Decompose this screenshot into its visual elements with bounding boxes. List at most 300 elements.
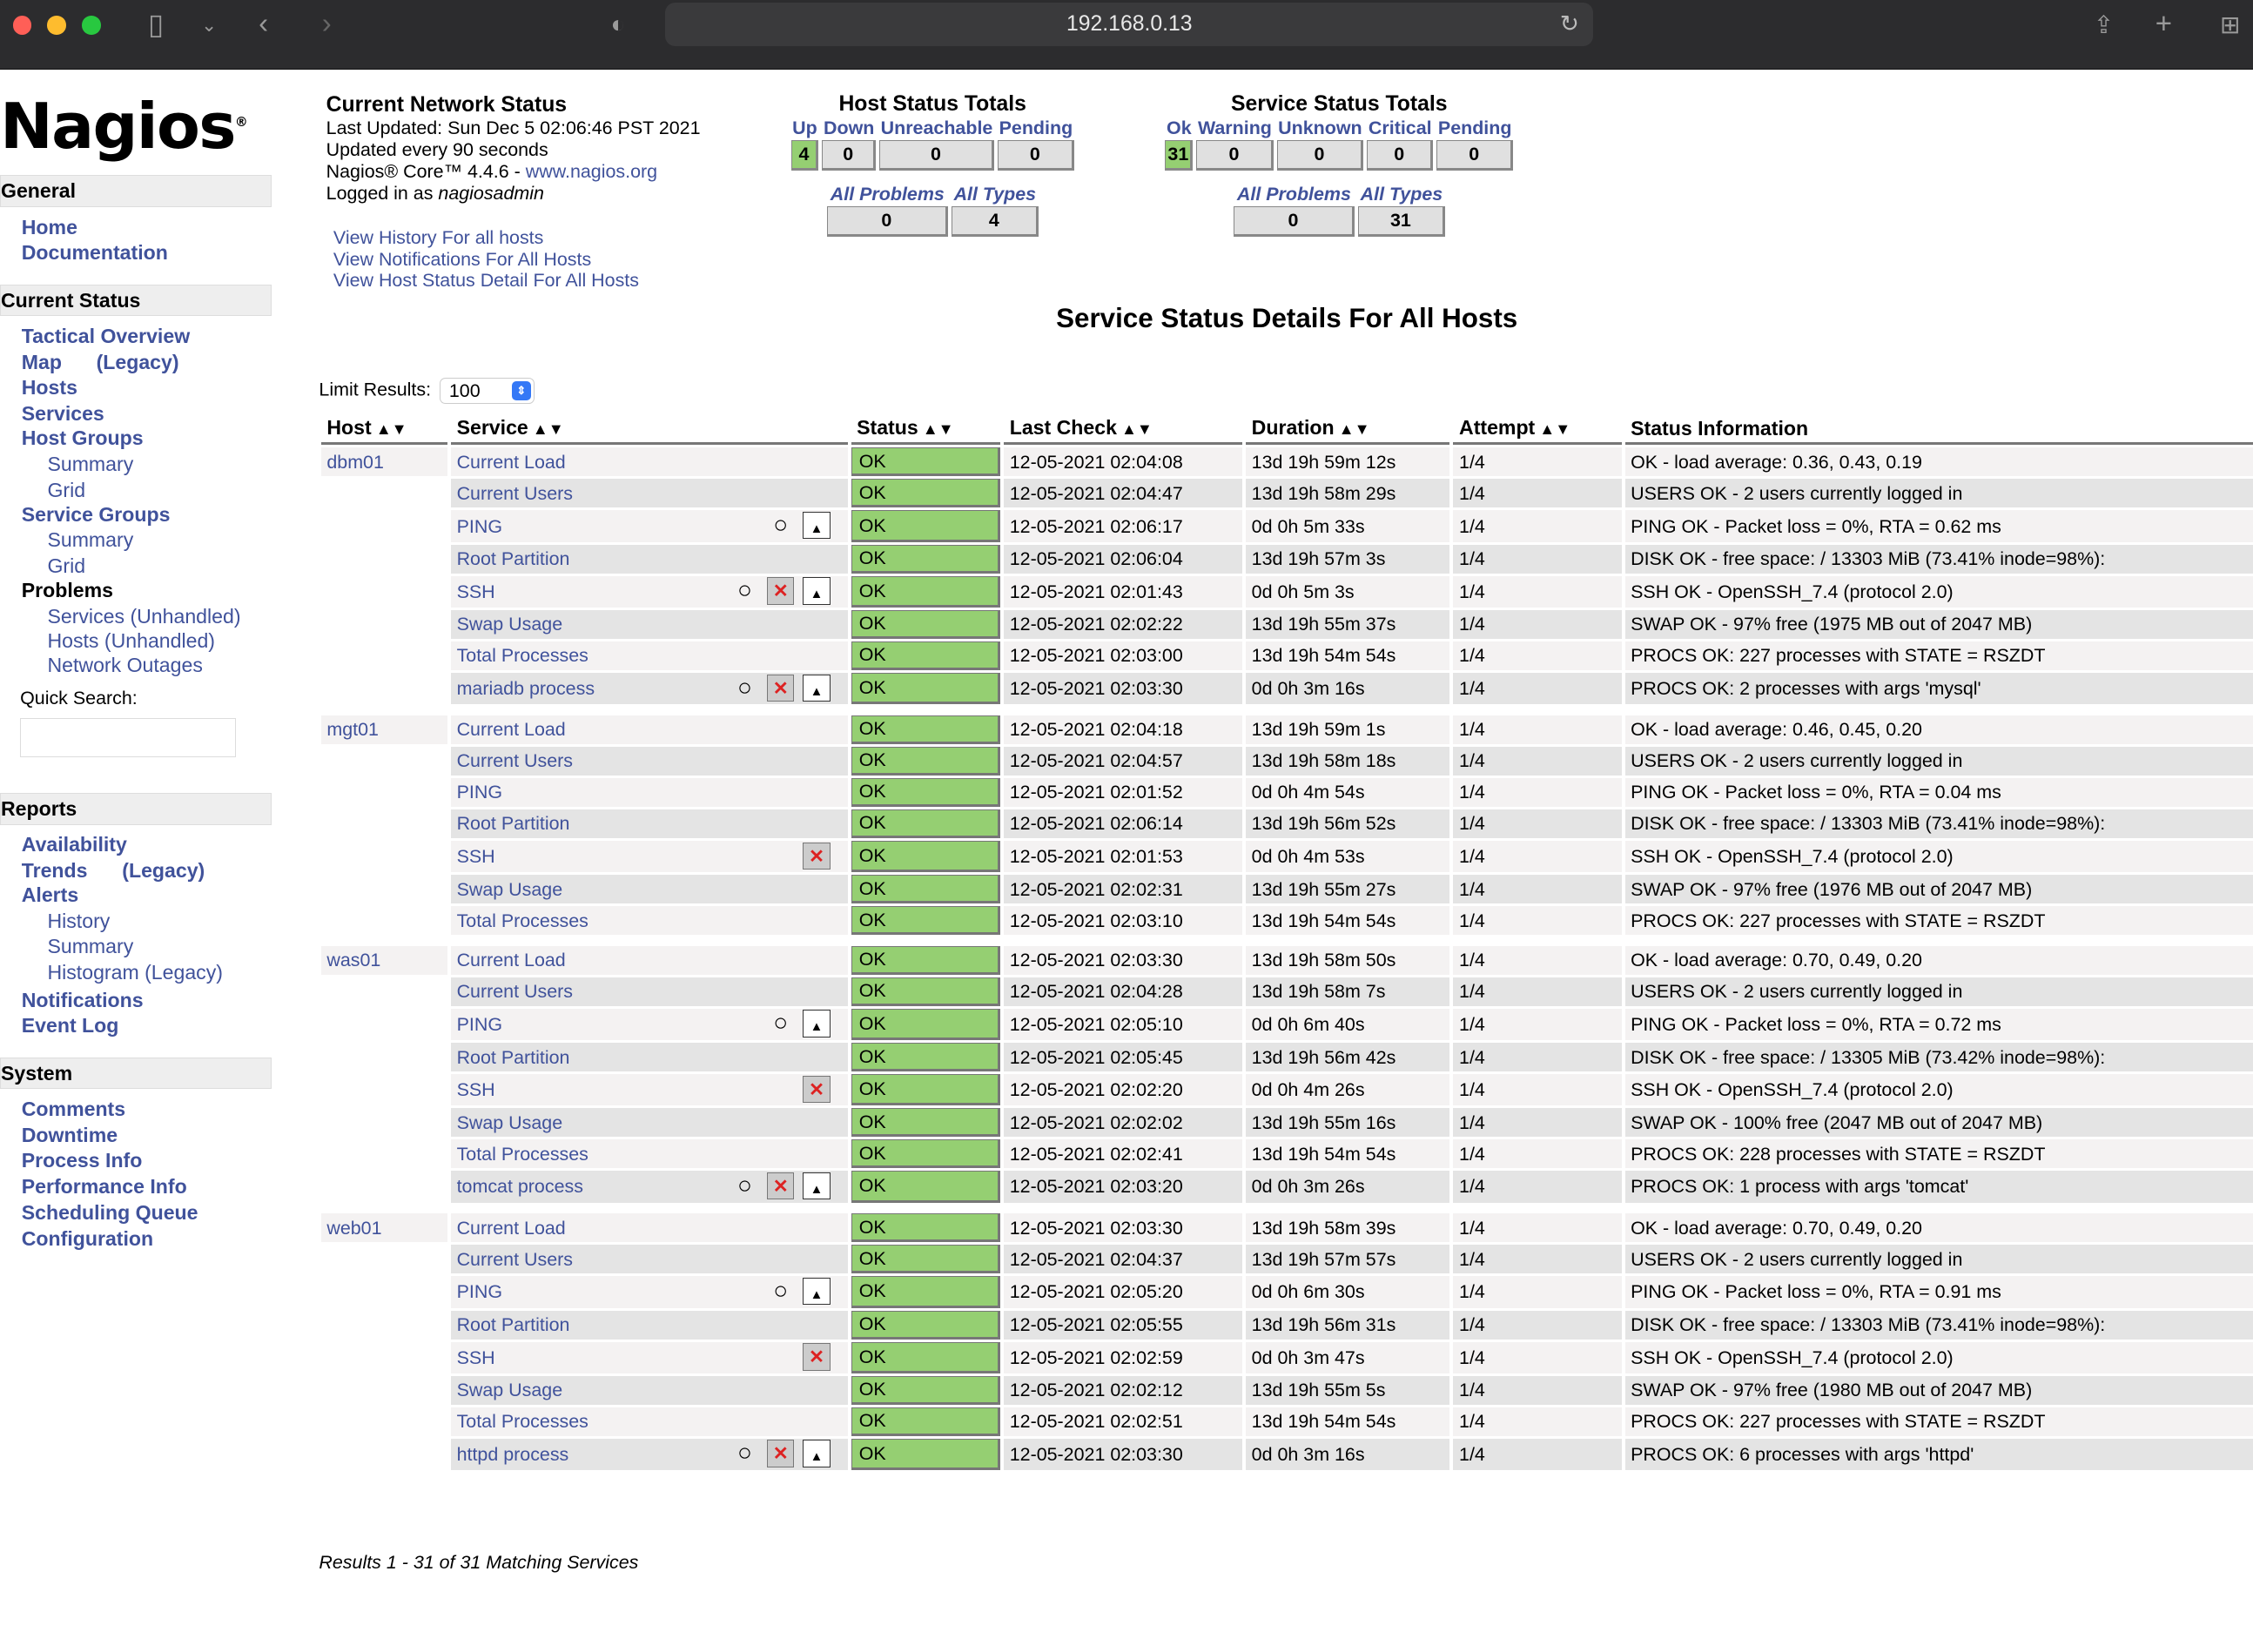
sidebar-toggle-icon[interactable]: ▯	[148, 8, 165, 41]
sidebar-item-alert-histogram[interactable]: Histogram (Legacy)	[47, 961, 223, 984]
service-link[interactable]: Swap Usage	[456, 1380, 563, 1401]
host-pending-label[interactable]: Pending	[999, 117, 1073, 138]
comment-icon[interactable]: ○	[737, 1439, 752, 1467]
duration: 13d 19h 56m 31s	[1246, 1311, 1449, 1340]
table-row	[321, 1171, 2253, 1202]
table-row	[321, 1342, 2253, 1373]
status-badge: OK	[851, 1245, 1001, 1273]
reload-icon[interactable]: ↻	[1559, 10, 1579, 37]
version: Nagios® Core™ 4.4.6 -	[326, 160, 526, 182]
service-link[interactable]: Current Load	[456, 1217, 566, 1239]
performance-graph-icon[interactable]: ▲	[803, 577, 830, 604]
comment-icon[interactable]: ○	[773, 1276, 789, 1304]
last-check: 12-05-2021 02:02:51	[1004, 1407, 1242, 1436]
service-all-problems-label[interactable]: All Problems	[1236, 184, 1351, 205]
status-information: SWAP OK - 100% free (2047 MB out of 2047 MB)	[1625, 1108, 2253, 1137]
notifications-disabled-icon[interactable]: ✕	[767, 1440, 794, 1467]
column-label: Attempt	[1459, 415, 1536, 439]
host-cell	[321, 1171, 447, 1202]
host-cell	[321, 747, 447, 776]
attempt: 1/4	[1453, 610, 1621, 639]
comment-icon[interactable]: ○	[737, 576, 752, 604]
service-cell	[451, 610, 848, 639]
host-link[interactable]: mgt01	[326, 719, 379, 741]
notifications-disabled-icon[interactable]: ✕	[803, 843, 830, 870]
last-check: 12-05-2021 02:04:18	[1004, 715, 1242, 744]
duration: 13d 19h 54m 54s	[1246, 906, 1449, 935]
column-label: Duration	[1251, 415, 1335, 439]
sort-arrows-icon[interactable]: ▲▼	[918, 420, 954, 438]
duration: 0d 0h 4m 53s	[1246, 841, 1449, 872]
host-cell	[321, 1439, 447, 1470]
status-badge: OK	[851, 1009, 1001, 1040]
service-link[interactable]: SSH	[456, 1079, 495, 1101]
select-arrows-icon: ⇕	[512, 381, 530, 400]
attempt: 1/4	[1453, 1043, 1621, 1071]
minimize-window-button[interactable]	[47, 16, 65, 34]
status-information: USERS OK - 2 users currently logged in	[1625, 1245, 2253, 1273]
host-cell	[321, 1074, 447, 1105]
duration: 13d 19h 54m 54s	[1246, 641, 1449, 670]
status-badge: OK	[851, 841, 1001, 872]
performance-graph-icon[interactable]: ▲	[803, 1278, 830, 1305]
service-icons	[731, 1440, 831, 1467]
nagios-logo[interactable]: Nagios®	[0, 91, 247, 165]
share-icon[interactable]: ⇪	[2093, 10, 2115, 38]
duration: 13d 19h 54m 54s	[1246, 1139, 1449, 1168]
host-unreachable-label[interactable]: Unreachable	[880, 117, 993, 138]
service-link[interactable]: Current Load	[456, 719, 566, 741]
attempt: 1/4	[1453, 641, 1621, 670]
service-cell	[451, 545, 848, 574]
status-information: SSH OK - OpenSSH_7.4 (protocol 2.0)	[1625, 576, 2253, 608]
notifications-disabled-icon[interactable]: ✕	[767, 577, 794, 604]
sidebar-item-problem-services-unhandled[interactable]: (Unhandled)	[130, 604, 241, 628]
last-check: 12-05-2021 02:03:20	[1004, 1171, 1242, 1202]
service-cell	[451, 447, 848, 476]
sidebar-item-home[interactable]: Home	[21, 215, 77, 238]
sidebar-item-hostgroup-summary[interactable]: Summary	[47, 452, 134, 475]
service-link[interactable]: Current Load	[456, 451, 566, 473]
duration: 13d 19h 56m 42s	[1246, 1043, 1449, 1071]
service-warning-count: 0	[1196, 140, 1273, 171]
status-information: USERS OK - 2 users currently logged in	[1625, 479, 2253, 507]
service-link[interactable]: Root Partition	[456, 813, 570, 835]
last-check: 12-05-2021 02:05:55	[1004, 1311, 1242, 1340]
quick-search-label: Quick Search:	[20, 687, 138, 708]
page-title: Service Status Details For All Hosts	[1056, 303, 1518, 334]
browser-toolbar	[0, 0, 2253, 70]
host-all-types-count: 4	[952, 206, 1039, 237]
service-link[interactable]: Total Processes	[456, 1411, 588, 1433]
status-information: SSH OK - OpenSSH_7.4 (protocol 2.0)	[1625, 1342, 2253, 1373]
service-link[interactable]: Current Load	[456, 950, 566, 971]
service-link[interactable]: Current Users	[456, 482, 573, 504]
sidebar-item-map-legacy[interactable]: (Legacy)	[96, 350, 179, 373]
last-check: 12-05-2021 02:04:47	[1004, 479, 1242, 507]
service-cell	[451, 841, 848, 872]
last-check: 12-05-2021 02:03:30	[1004, 673, 1242, 704]
host-cell	[321, 977, 447, 1006]
duration: 13d 19h 56m 52s	[1246, 809, 1449, 838]
service-link[interactable]: Root Partition	[456, 548, 570, 570]
table-row	[321, 1213, 2253, 1242]
column-label: Service	[456, 415, 528, 439]
service-status-totals	[1144, 92, 1535, 238]
service-ok-label[interactable]: Ok	[1167, 117, 1192, 138]
service-link[interactable]: Swap Usage	[456, 878, 563, 900]
table-row	[321, 809, 2253, 838]
host-cell	[321, 809, 447, 838]
last-check: 12-05-2021 02:01:53	[1004, 841, 1242, 872]
service-critical-label[interactable]: Critical	[1368, 117, 1432, 138]
status-information: PROCS OK: 6 processes with args 'httpd'	[1625, 1439, 2253, 1470]
service-all-types-label[interactable]: All Types	[1360, 184, 1443, 205]
host-cell	[321, 906, 447, 935]
attempt: 1/4	[1453, 673, 1621, 704]
sidebar-item-availability[interactable]: Availability	[21, 833, 127, 856]
view-host-status-link[interactable]: View Host Status Detail For All Hosts	[333, 270, 639, 292]
service-cell	[451, 1276, 848, 1307]
service-link[interactable]: Total Processes	[456, 1143, 588, 1165]
last-check: 12-05-2021 02:06:17	[1004, 510, 1242, 541]
last-check: 12-05-2021 02:02:31	[1004, 875, 1242, 903]
notifications-disabled-icon[interactable]: ✕	[803, 1343, 830, 1370]
host-all-types-label[interactable]: All Types	[953, 184, 1037, 205]
host-cell	[321, 610, 447, 639]
performance-graph-icon[interactable]: ▲	[803, 1440, 830, 1467]
last-check: 12-05-2021 02:06:14	[1004, 809, 1242, 838]
limit-results	[319, 378, 534, 404]
last-check: 12-05-2021 02:04:08	[1004, 447, 1242, 476]
service-link[interactable]: Swap Usage	[456, 614, 563, 635]
service-link[interactable]: PING	[456, 782, 502, 803]
sidebar-item-servicegroup-grid[interactable]: Grid	[47, 554, 86, 578]
column-header-host	[321, 415, 447, 446]
shield-icon[interactable]: ◐	[610, 10, 626, 37]
service-pending-label[interactable]: Pending	[1437, 117, 1512, 138]
status-badge: OK	[851, 1108, 1001, 1137]
duration: 0d 0h 5m 33s	[1246, 510, 1449, 541]
table-row	[321, 906, 2253, 935]
view-history-link[interactable]: View History For all hosts	[333, 226, 544, 248]
sidebar-item-tactical-overview[interactable]: Tactical Overview	[21, 325, 191, 347]
section-reports: Reports	[0, 793, 272, 825]
host-link[interactable]: was01	[326, 950, 381, 971]
status-badge: OK	[851, 1213, 1001, 1242]
host-cell	[321, 576, 447, 608]
notifications-disabled-icon[interactable]: ✕	[767, 1172, 794, 1199]
service-status-table	[318, 413, 2253, 1473]
host-up-label[interactable]: Up	[792, 117, 817, 138]
status-badge: OK	[851, 1407, 1001, 1436]
sidebar-item-host-groups[interactable]: Host Groups	[21, 426, 144, 450]
host-cell	[321, 841, 447, 872]
duration: 13d 19h 55m 5s	[1246, 1376, 1449, 1405]
service-cell	[451, 1043, 848, 1071]
sort-arrows-icon[interactable]: ▲▼	[528, 420, 564, 438]
status-information: PING OK - Packet loss = 0%, RTA = 0.91 ms	[1625, 1276, 2253, 1307]
table-row	[321, 946, 2253, 975]
comment-icon[interactable]: ○	[773, 1009, 789, 1037]
service-link[interactable]: SSH	[456, 581, 495, 602]
service-critical-count: 0	[1367, 140, 1433, 171]
service-cell	[451, 1407, 848, 1436]
table-row	[321, 977, 2253, 1006]
host-cell	[321, 1276, 447, 1307]
duration: 13d 19h 58m 50s	[1246, 946, 1449, 975]
status-information: PROCS OK: 1 process with args 'tomcat'	[1625, 1171, 2253, 1202]
performance-graph-icon[interactable]: ▲	[803, 1010, 830, 1037]
sidebar-item-alerts[interactable]: Alerts	[21, 883, 79, 907]
attempt: 1/4	[1453, 1009, 1621, 1040]
service-cell	[451, 747, 848, 776]
service-link[interactable]: SSH	[456, 1346, 495, 1368]
service-icons	[803, 843, 830, 870]
table-row	[321, 1407, 2253, 1436]
status-badge: OK	[851, 778, 1001, 807]
attempt: 1/4	[1453, 809, 1621, 838]
sort-arrows-icon[interactable]: ▲▼	[1535, 420, 1571, 438]
table-row	[321, 778, 2253, 807]
last-check: 12-05-2021 02:02:12	[1004, 1376, 1242, 1405]
view-notifications-link[interactable]: View Notifications For All Hosts	[333, 248, 592, 270]
service-link[interactable]: mariadb process	[456, 678, 595, 700]
status-badge: OK	[851, 447, 1001, 476]
limit-label: Limit Results:	[319, 379, 432, 400]
service-cell	[451, 510, 848, 541]
network-status-info	[326, 92, 701, 205]
close-window-button[interactable]	[13, 16, 31, 34]
service-link[interactable]: Swap Usage	[456, 1111, 563, 1133]
view-links	[333, 227, 639, 292]
attempt: 1/4	[1453, 1213, 1621, 1242]
service-link[interactable]: Current Users	[456, 1248, 573, 1270]
duration: 13d 19h 55m 27s	[1246, 875, 1449, 903]
comment-icon[interactable]: ○	[773, 511, 789, 539]
service-link[interactable]: PING	[456, 515, 502, 537]
sidebar-item-hosts[interactable]: Hosts	[21, 376, 77, 400]
host-totals-title: Host Status Totals	[838, 91, 1026, 116]
comment-icon[interactable]: ○	[737, 1172, 752, 1199]
sidebar-item-configuration[interactable]: Configuration	[21, 1226, 154, 1250]
service-link[interactable]: Total Processes	[456, 910, 588, 931]
service-cell	[451, 1439, 848, 1470]
chevron-down-icon[interactable]: ⌄	[201, 14, 218, 36]
service-cell	[451, 1108, 848, 1137]
service-link[interactable]: Total Processes	[456, 645, 588, 667]
notifications-disabled-icon[interactable]: ✕	[767, 675, 794, 702]
table-row	[321, 875, 2253, 903]
host-down-label[interactable]: Down	[824, 117, 875, 138]
host-cell	[321, 1407, 447, 1436]
last-check: 12-05-2021 02:05:20	[1004, 1276, 1242, 1307]
sidebar-item-process-info[interactable]: Process Info	[21, 1149, 143, 1172]
sidebar-item-event-log[interactable]: Event Log	[21, 1014, 119, 1038]
host-link[interactable]: dbm01	[326, 451, 384, 473]
service-link[interactable]: PING	[456, 1281, 502, 1303]
host-cell	[321, 875, 447, 903]
sidebar-item-problem-services[interactable]: Services	[47, 604, 125, 628]
service-link[interactable]: PING	[456, 1013, 502, 1035]
performance-graph-icon[interactable]: ▲	[803, 512, 830, 539]
sort-arrows-icon[interactable]: ▲▼	[1334, 420, 1370, 438]
last-check: 12-05-2021 02:04:37	[1004, 1245, 1242, 1273]
host-all-problems-label[interactable]: All Problems	[830, 184, 945, 205]
duration: 0d 0h 5m 3s	[1246, 576, 1449, 608]
last-check: 12-05-2021 02:03:00	[1004, 641, 1242, 670]
new-tab-icon[interactable]: +	[2155, 7, 2173, 40]
sidebar-heading-problems: Problems	[21, 579, 113, 602]
sidebar-item-scheduling-queue[interactable]: Scheduling Queue	[21, 1200, 198, 1224]
service-cell	[451, 906, 848, 935]
username: nagiosadmin	[438, 182, 544, 204]
status-information: PROCS OK: 227 processes with STATE = RSZDT	[1625, 906, 2253, 935]
column-label: Status Information	[1631, 416, 1809, 440]
table-row	[321, 510, 2253, 541]
last-check: 12-05-2021 02:04:28	[1004, 977, 1242, 1006]
column-header-duration	[1246, 415, 1449, 446]
service-link[interactable]: Root Partition	[456, 1314, 570, 1336]
status-badge: OK	[851, 673, 1001, 704]
sidebar-item-service-groups[interactable]: Service Groups	[21, 502, 171, 526]
service-cell	[451, 1213, 848, 1242]
sidebar-item-downtime[interactable]: Downtime	[21, 1123, 118, 1146]
sidebar-item-performance-info[interactable]: Performance Info	[21, 1175, 187, 1199]
host-cell	[321, 778, 447, 807]
duration: 0d 0h 4m 26s	[1246, 1074, 1449, 1105]
host-cell	[321, 1311, 447, 1340]
sidebar-item-hostgroup-grid[interactable]: Grid	[47, 478, 86, 501]
service-link[interactable]: Current Users	[456, 750, 573, 772]
service-link[interactable]: Current Users	[456, 981, 573, 1003]
last-check: 12-05-2021 02:05:10	[1004, 1009, 1242, 1040]
performance-graph-icon[interactable]: ▲	[803, 1172, 830, 1199]
attempt: 1/4	[1453, 778, 1621, 807]
status-badge: OK	[851, 1043, 1001, 1071]
duration: 13d 19h 57m 57s	[1246, 1245, 1449, 1273]
service-link[interactable]: Root Partition	[456, 1046, 570, 1068]
status-badge: OK	[851, 906, 1001, 935]
limit-select[interactable]: 100 ⇕	[440, 378, 535, 404]
duration: 13d 19h 58m 29s	[1246, 479, 1449, 507]
sidebar-item-problem-hosts-unhandled[interactable]: (Unhandled)	[104, 628, 216, 652]
status-badge: OK	[851, 479, 1001, 507]
status-information: DISK OK - free space: / 13303 MiB (73.41% inode=98%):	[1625, 1311, 2253, 1340]
service-link[interactable]: tomcat process	[456, 1176, 583, 1198]
status-badge: OK	[851, 1311, 1001, 1340]
service-unknown-label[interactable]: Unknown	[1278, 117, 1362, 138]
last-check: 12-05-2021 02:03:30	[1004, 1439, 1242, 1470]
duration: 0d 0h 6m 30s	[1246, 1276, 1449, 1307]
host-down-count: 0	[822, 140, 876, 171]
last-updated: Last Updated: Sun Dec 5 02:06:46 PST 2021	[326, 118, 701, 139]
service-link[interactable]: SSH	[456, 845, 495, 867]
service-pending-count: 0	[1436, 140, 1513, 171]
back-icon[interactable]: ‹	[259, 7, 269, 40]
sidebar-item-trends-legacy[interactable]: (Legacy)	[122, 858, 205, 882]
forward-icon[interactable]: ›	[321, 7, 332, 40]
performance-graph-icon[interactable]: ▲	[803, 675, 830, 702]
tab-overview-icon[interactable]: ⊞	[2220, 10, 2241, 38]
sort-arrows-icon[interactable]: ▲▼	[1116, 420, 1153, 438]
status-information: OK - load average: 0.70, 0.49, 0.20	[1625, 946, 2253, 975]
service-icons	[731, 577, 831, 604]
last-check: 12-05-2021 02:04:57	[1004, 747, 1242, 776]
duration: 0d 0h 6m 40s	[1246, 1009, 1449, 1040]
host-cell	[321, 1376, 447, 1405]
host-cell	[321, 1342, 447, 1373]
service-cell	[451, 1139, 848, 1168]
service-totals-title: Service Status Totals	[1231, 91, 1448, 116]
host-unreachable-count: 0	[879, 140, 994, 171]
host-link[interactable]: web01	[326, 1217, 382, 1239]
sidebar-item-alert-summary[interactable]: Summary	[47, 935, 134, 958]
sidebar-item-servicegroup-summary[interactable]: Summary	[47, 528, 134, 552]
status-badge: OK	[851, 809, 1001, 838]
sidebar-item-documentation[interactable]: Documentation	[21, 241, 168, 265]
duration: 13d 19h 55m 37s	[1246, 610, 1449, 639]
nagios-site-link[interactable]: www.nagios.org	[525, 160, 658, 182]
last-check: 12-05-2021 02:02:59	[1004, 1342, 1242, 1373]
comment-icon[interactable]: ○	[737, 673, 752, 701]
host-cell	[321, 479, 447, 507]
sort-arrows-icon[interactable]: ▲▼	[371, 420, 407, 438]
table-row	[321, 747, 2253, 776]
host-cell	[321, 946, 447, 975]
sidebar-item-services[interactable]: Services	[21, 402, 104, 426]
host-up-count: 4	[791, 140, 819, 171]
table-row	[321, 1043, 2253, 1071]
attempt: 1/4	[1453, 479, 1621, 507]
attempt: 1/4	[1453, 447, 1621, 476]
address-bar[interactable]	[665, 3, 1593, 46]
sidebar-item-comments[interactable]: Comments	[21, 1097, 126, 1120]
sidebar-item-problem-hosts[interactable]: Hosts	[47, 628, 99, 652]
column-label: Host	[326, 415, 372, 439]
host-cell	[321, 1108, 447, 1137]
status-badge: OK	[851, 1276, 1001, 1307]
service-cell	[451, 1009, 848, 1040]
column-label: Last Check	[1009, 415, 1117, 439]
status-badge: OK	[851, 977, 1001, 1006]
service-cell	[451, 715, 848, 744]
attempt: 1/4	[1453, 715, 1621, 744]
quick-search-input[interactable]	[20, 718, 236, 757]
status-badge: OK	[851, 510, 1001, 541]
sidebar-item-alert-history[interactable]: History	[47, 909, 111, 932]
service-warning-label[interactable]: Warning	[1197, 117, 1272, 138]
sidebar-item-map[interactable]: Map	[21, 350, 62, 373]
duration: 13d 19h 57m 3s	[1246, 545, 1449, 574]
sidebar-item-trends[interactable]: Trends	[21, 858, 88, 882]
column-header-status	[851, 415, 1001, 446]
notifications-disabled-icon[interactable]: ✕	[803, 1076, 830, 1103]
service-link[interactable]: httpd process	[456, 1443, 569, 1465]
section-system: System	[0, 1058, 272, 1090]
status-badge: OK	[851, 1074, 1001, 1105]
service-cell	[451, 875, 848, 903]
attempt: 1/4	[1453, 841, 1621, 872]
attempt: 1/4	[1453, 1342, 1621, 1373]
last-check: 12-05-2021 02:06:04	[1004, 545, 1242, 574]
sidebar-item-network-outages[interactable]: Network Outages	[47, 653, 203, 676]
attempt: 1/4	[1453, 1311, 1621, 1340]
service-cell	[451, 1342, 848, 1373]
zoom-window-button[interactable]	[82, 16, 100, 34]
sidebar-item-notifications[interactable]: Notifications	[21, 988, 144, 1011]
last-check: 12-05-2021 02:02:22	[1004, 610, 1242, 639]
